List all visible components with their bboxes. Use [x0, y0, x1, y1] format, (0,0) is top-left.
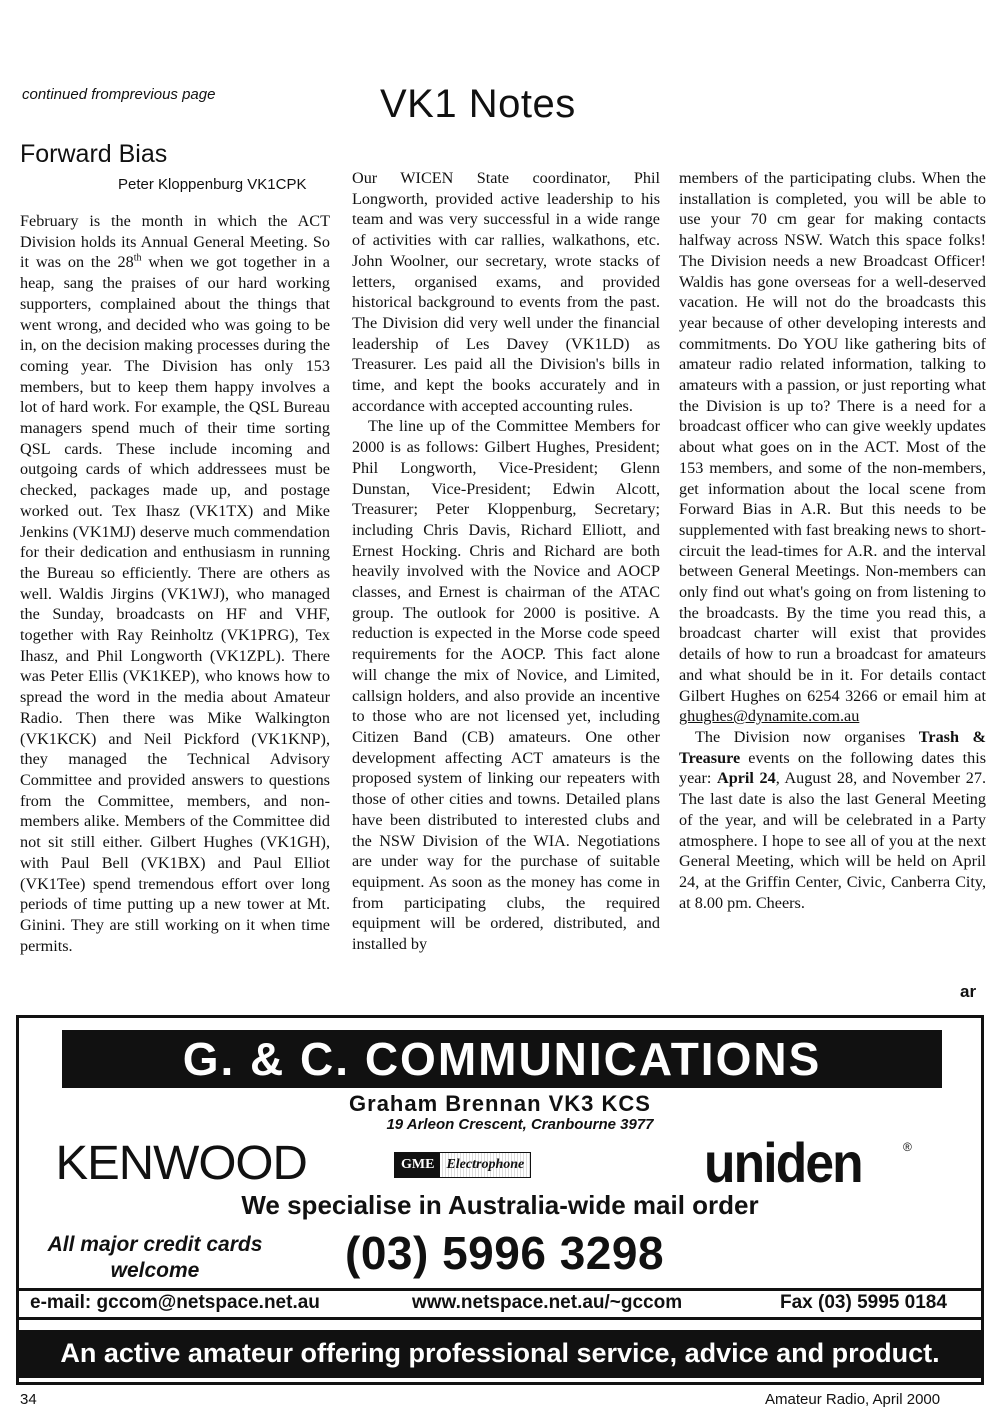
advert-banner: G. & C. COMMUNICATIONS	[62, 1030, 942, 1088]
bold-text: April 24	[717, 769, 776, 788]
page-number: 34	[20, 1391, 37, 1408]
bold-text: Trash & Treasure	[679, 727, 986, 767]
paragraph-text: members of the participating clubs. When the installation is completed, you will be able to use your 70 cm gear for making contacts halfway across NSW. Watch this space folks! The Division needs a new Broadcast Officer! Waldis has gone overseas for a well-deserved vacation. He will not do the broadcasts this year because of other developing interests and commitments. Do YOU like gathering bits of amateur radio related information, talking to amateurs with a passion, or just reporting what the Division is up to? There is a need for a broadcast officer who can give weekly updates about what goes on in the ACT. Most of the 153 members, and some of the non-members, get information about the local scene from Forward Bias in A.R. But this needs to be supplemented with fast breaking news to short-circuit the lead-times for A.R. and the interval between General Meetings. Non-members can only find out what's going on from listening to the broadcasts. By the time you read this, a broadcast charter will exist that provides details of how to run a broadcast for amateurs and what should be in it. For details contact Gilbert Hughes on 6254 3266 or email him at	[679, 169, 986, 705]
advert-email[interactable]: e-mail: gccom@netspace.net.au	[30, 1292, 320, 1313]
advert-website[interactable]: www.netspace.net.au/~gccom	[412, 1292, 683, 1313]
paragraph	[20, 211, 330, 956]
advert-address: 19 Arleon Crescent, Cranbourne 3977	[386, 1116, 654, 1133]
paragraph	[679, 727, 986, 913]
advert-specialise: We specialise in Australia-wide mail order	[241, 1190, 759, 1220]
signoff: ar	[960, 982, 977, 1001]
paragraph-text: , August 28, and November 27. The last date is also the last General Meeting of the year, and will be celebrated in a Party atmosphere. I hope to see all of you at the next General Meeting, which will be held on April 24, at the Griffin Center, Civic, Canberra City, at 8.00 pm. Cheers.	[679, 769, 986, 912]
registered-mark: ®	[903, 1140, 912, 1154]
paragraph-text: events on the following dates this year:	[679, 748, 986, 788]
paragraph-text: The Division now organises	[695, 727, 919, 746]
superscript: th	[133, 253, 142, 265]
gme-electrophone-logo	[394, 1152, 531, 1178]
uniden-logo: uniden	[704, 1131, 862, 1194]
paragraph	[679, 168, 986, 727]
article-column-1	[20, 211, 330, 956]
advert-phone: (03) 5996 3298	[345, 1227, 665, 1279]
advert-contact-name: Graham Brennan VK3 KCS	[349, 1091, 651, 1116]
paragraph-text: when we got together in a heap, sang the praises of our hard working supporters, complained about the things that went wrong, and decided who was going to be in, on the decision making processes during the coming year. The Division has only 153 members, but to keep them happy involves a lot of hard work. For example, the QSL Bureau managers spend much of their time sorting QSL cards. These include incoming and outgoing cards of which addressees must be checked, packages made up, and postage worked out. Tex Ihasz (VK1TX) and Mike Jenkins (VK1MJ) deserve much commendation for their dedication and enthusiasm in running the Bureau so efficiently. There are others as well. Waldis Jirgins (VK1WJ), who managed the Sunday, broadcasts on HF and VHF, together with Ray Reinholtz (VK1PRG), Tex Ihasz, and Phil Longworth (VK1ZPL). There was Peter Ellis (VK1KEP), who knows how to spread the word in the media about Amateur Radio. Then there was Mike Walkington (VK1KCK) and Neil Pickford (VK1KNP), they managed the Technical Advisory Committee and provided answers to questions from the Committee, members, and non-members alike. Members of the Committee did not sit still either. Gilbert Hughes (VK1GH), with Paul Bell (VK1BX) and Paul Elliot (VK1Tee) spend tremendous effort over long periods of time putting up a new tower at Mt. Ginini. They are still working on it when time permits.	[20, 253, 330, 955]
paragraph-text: February is the month in which the ACT Division holds its Annual General Meeting. So it was on the 28	[20, 212, 330, 272]
advert-slogan: An active amateur offering professional service, advice and product.	[18, 1330, 982, 1378]
section-title: VK1 Notes	[380, 82, 576, 126]
article-column-3	[679, 168, 986, 913]
publication-footer: Amateur Radio, April 2000	[765, 1391, 941, 1408]
paragraph: The line up of the Committee Members for 2000 is as follows: Gilbert Hughes, President; Phil Longworth, Vice-President; Glenn Dunstan, Vice-President; Edwin Alcott, Treasurer; Peter Kloppenburg, Secretary; including Chris Davis, Richard Elliott, and Ernest Hocking. Chris and Richard are both heavily involved with the Novice and AOCP classes, and Ernest is chairman of the ATAC group. The outlook for 2000 is positive. A reduction is expected in the Morse code speed requirements for the AOCP. This fact alone will change the mix of Novice, and Limited, callsign holders, and also provide an incentive to those who are not licensed yet, including Citizen Band (CB) amateurs. One other development affecting ACT amateurs is the proposed system of linking our repeaters with those of other cities and towns. Detailed plans have been distributed to interested clubs and the NSW Division of the WIA. Negotiations are under way for the purchase of suitable equipment. As soon as the money has come in from participating clubs, the required equipment will be ordered, distributed, and installed by	[352, 417, 660, 954]
kenwood-logo: KENWOOD	[55, 1137, 307, 1190]
article-author: Peter Kloppenburg VK1CPK	[118, 176, 307, 193]
advert-fax: Fax (03) 5995 0184	[780, 1292, 947, 1313]
advert-credit-cards: All major credit cards welcome	[47, 1233, 263, 1282]
article-title: Forward Bias	[20, 140, 168, 168]
gme-logo-text: GME	[395, 1153, 440, 1177]
paragraph: Our WICEN State coordinator, Phil Longworth, provided active leadership to his team and was very successful in a wide range of activities with car rallies, walkathons, etc. John Woolner, our secretary, wrote stacks of letters, organised exams, and provided historical background to events from the past. The Division did very well under the financial leadership of Les Davey (VK1LD) as Treasurer. Les paid all the Division's bills in time, and kept the books accurately and in accordance with accepted accounting rules.	[352, 169, 660, 415]
electrophone-logo-text: Electrophone	[440, 1153, 530, 1177]
article-column-2	[352, 168, 660, 955]
continued-note: continued fromprevious page	[22, 86, 216, 103]
email-link[interactable]: ghughes@dynamite.com.au	[679, 707, 860, 726]
